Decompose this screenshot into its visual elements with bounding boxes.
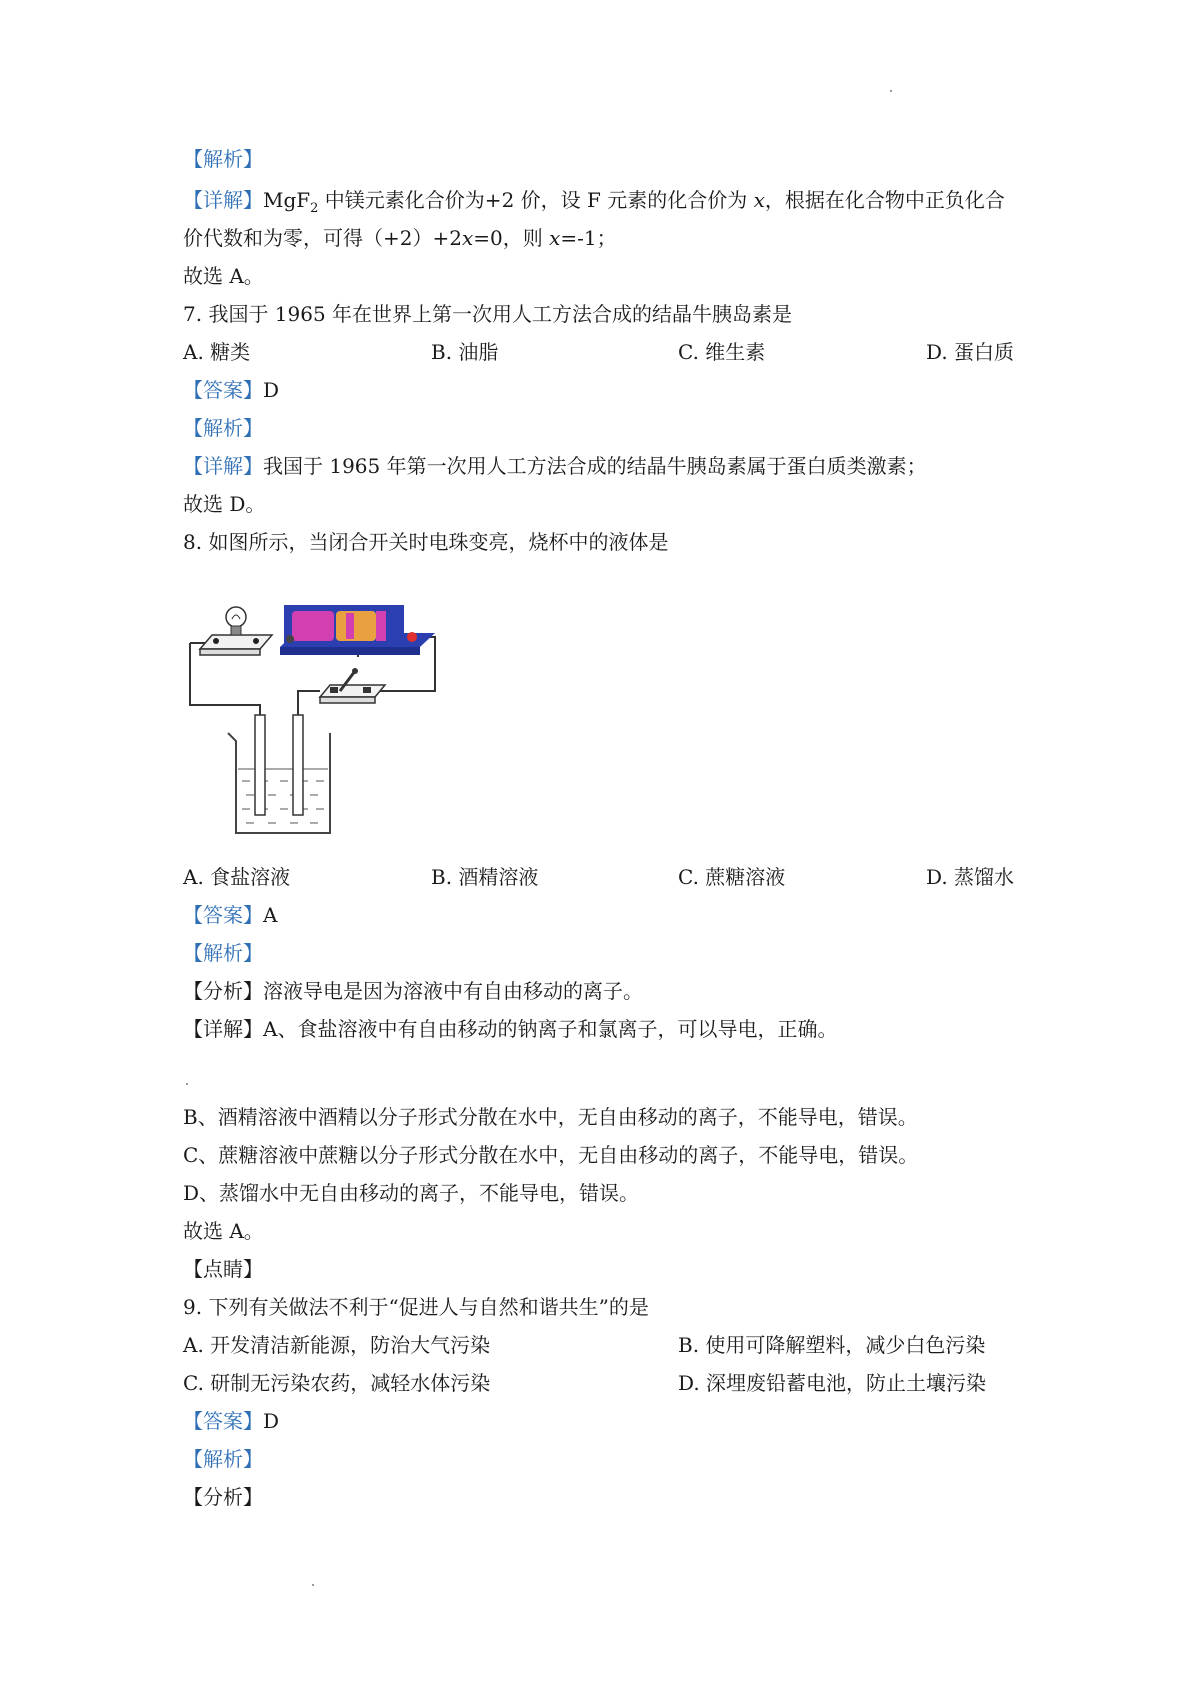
q7-option-d: D. 蛋白质 (926, 340, 1015, 364)
detail-text: 我国于 1965 年第一次用人工方法合成的结晶牛胰岛素属于蛋白质类激素； (263, 454, 927, 478)
q7-option-b: B. 油脂 (431, 340, 499, 364)
answer-value: D (263, 1409, 280, 1433)
bulb-icon (200, 607, 272, 655)
detail-q8-d: D、蒸馏水中无自由移动的离子，不能导电，错误。 (183, 1181, 640, 1205)
answer-q8 (183, 902, 277, 928)
scan-speck (890, 90, 892, 92)
detail-tag: 【详解】 (183, 1017, 263, 1041)
q8-option-a: A. 食盐溶液 (183, 865, 291, 889)
jiexi-tag-q8: 【解析】 (183, 941, 263, 965)
conclusion-q6: 故选 A。 (183, 264, 264, 288)
variable-x: x (753, 188, 765, 212)
detail-text: =0，则 (473, 226, 550, 250)
dianjing-tag-q8: 【点睛】 (183, 1257, 263, 1281)
detail-text: A、食盐溶液中有自由移动的钠离子和氯离子，可以导电，正确。 (263, 1017, 838, 1041)
scan-speck (186, 1083, 188, 1085)
detail-text: =-1； (560, 226, 617, 250)
answer-q9 (183, 1408, 279, 1434)
circuit-diagram (180, 605, 480, 845)
variable-x: x (549, 226, 561, 250)
question-7-stem: 7. 我国于 1965 年在世界上第一次用人工方法合成的结晶牛胰岛素是 (183, 302, 793, 326)
beaker-icon (228, 715, 330, 833)
analysis-tag: 【分析】 (183, 979, 263, 1003)
q7-option-a: A. 糖类 (183, 340, 251, 364)
answer-tag: 【答案】 (183, 903, 263, 927)
question-9-stem: 9. 下列有关做法不利于“促进人与自然和谐共生”的是 (183, 1295, 649, 1319)
formula-subscript: 2 (310, 201, 319, 216)
q8-option-c: C. 蔗糖溶液 (678, 865, 786, 889)
jiexi-tag-q9: 【解析】 (183, 1447, 263, 1471)
jiexi-tag-q7: 【解析】 (183, 416, 263, 440)
detail-q8-c: C、蔗糖溶液中蔗糖以分子形式分散在水中，无自由移动的离子，不能导电，错误。 (183, 1143, 919, 1167)
analysis-text: 溶液导电是因为溶液中有自由移动的离子。 (263, 979, 643, 1003)
jiexi-tag-q6: 【解析】 (183, 147, 263, 171)
detail-text: 价代数和为零，可得（+2）+2 (183, 226, 462, 250)
q9-option-d: D. 深埋废铅蓄电池，防止土壤污染 (678, 1371, 987, 1395)
analysis-q8 (183, 978, 643, 1004)
answer-tag: 【答案】 (183, 1409, 263, 1433)
battery-icon (280, 605, 435, 655)
q8-option-b: B. 酒精溶液 (431, 865, 539, 889)
detail-text: 中镁元素化合价为+2 价，设 F 元素的化合价为 (318, 188, 754, 212)
detail-q6-line1 (183, 187, 1005, 216)
answer-tag: 【答案】 (183, 378, 263, 402)
switch-icon (320, 668, 385, 703)
detail-q8-b: B、酒精溶液中酒精以分子形式分散在水中，无自由移动的离子，不能导电，错误。 (183, 1105, 918, 1129)
detail-q6-line2 (183, 225, 617, 251)
q9-option-b: B. 使用可降解塑料，减少白色污染 (678, 1333, 986, 1357)
question-8-stem: 8. 如图所示，当闭合开关时电珠变亮，烧杯中的液体是 (183, 530, 669, 554)
detail-q8-a (183, 1016, 837, 1042)
conclusion-q8: 故选 A。 (183, 1219, 264, 1243)
formula-text: MgF (263, 188, 311, 212)
detail-text: ，根据在化合物中正负化合 (764, 188, 1005, 212)
analysis-tag-q9: 【分析】 (183, 1485, 263, 1509)
answer-value: A (263, 903, 278, 927)
detail-tag: 【详解】 (183, 454, 263, 478)
detail-q7 (183, 453, 927, 479)
answer-value: D (263, 378, 280, 402)
variable-x: x (461, 226, 474, 250)
q8-option-d: D. 蒸馏水 (926, 865, 1015, 889)
q7-option-c: C. 维生素 (678, 340, 766, 364)
conclusion-q7: 故选 D。 (183, 492, 266, 516)
q9-option-c: C. 研制无污染农药，减轻水体污染 (183, 1371, 491, 1395)
answer-q7 (183, 377, 279, 403)
q9-option-a: A. 开发清洁新能源，防治大气污染 (183, 1333, 491, 1357)
detail-tag: 【详解】 (183, 188, 263, 212)
scan-speck (312, 1584, 314, 1586)
